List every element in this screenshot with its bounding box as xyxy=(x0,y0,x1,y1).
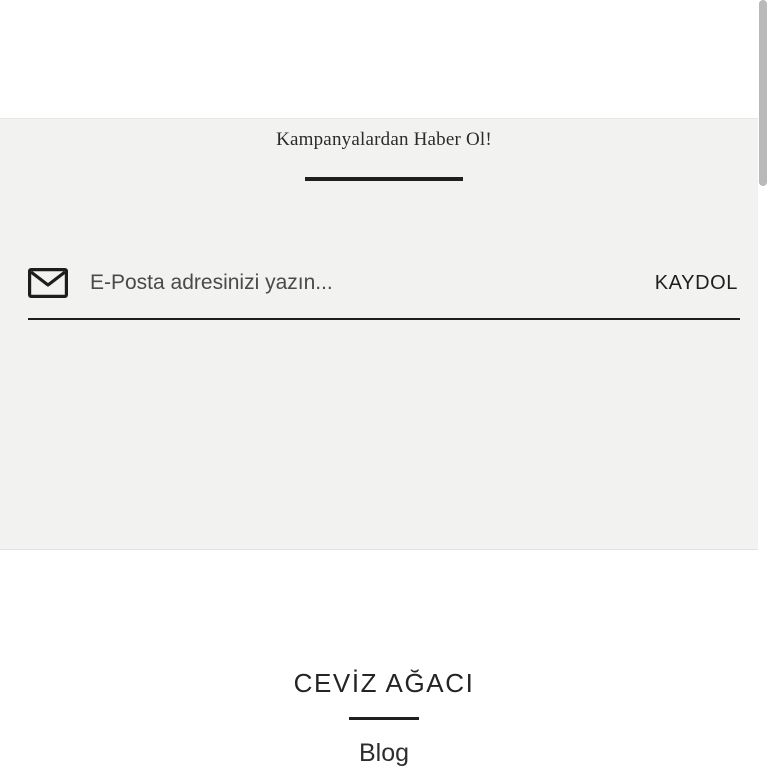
page-scrollbar-thumb[interactable] xyxy=(759,0,767,186)
title-underline-divider xyxy=(305,177,463,181)
top-white-band xyxy=(0,0,768,118)
footer-link-blog[interactable]: Blog xyxy=(358,739,410,767)
brand-underline-divider xyxy=(349,717,419,720)
newsletter-section xyxy=(0,118,768,550)
subscribe-button[interactable]: KAYDOL xyxy=(635,272,740,295)
page-scrollbar-track[interactable] xyxy=(758,0,768,768)
email-input[interactable] xyxy=(90,263,635,303)
newsletter-title: Kampanyalardan Haber Ol! xyxy=(276,129,492,150)
envelope-icon xyxy=(28,268,68,298)
newsletter-subscribe-row xyxy=(28,248,740,320)
site-footer xyxy=(0,551,768,768)
footer-brand-title: CEVİZ AĞACI xyxy=(293,668,475,698)
